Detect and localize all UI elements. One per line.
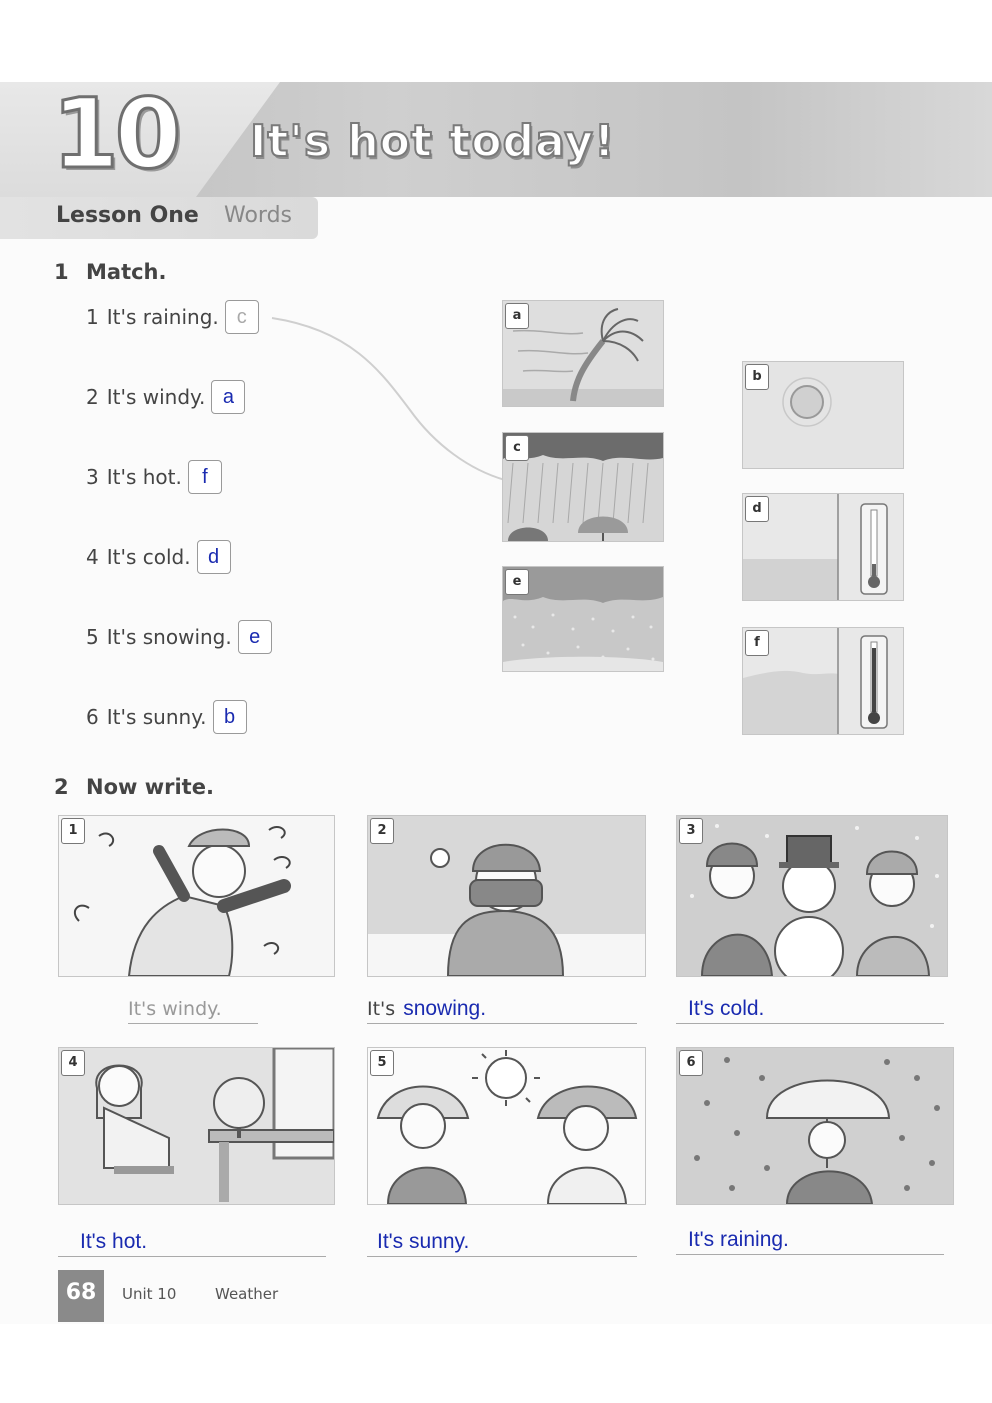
answer-line-1[interactable] [128,997,258,1024]
rain-umbrella-child-illustration [677,1048,953,1204]
windy-boy-illustration [59,816,334,976]
lesson-name: Lesson One [56,203,199,228]
exercise-1-instruction: Match. [86,260,167,284]
picture-label: a [505,303,529,329]
snowy-child-illustration [368,816,645,976]
footer-topic: Weather [215,1285,279,1303]
footer-unit: Unit 10 [122,1285,177,1303]
match-item-number: 1 [86,305,99,329]
match-item-4 [86,540,231,574]
answer-box[interactable]: e [238,620,272,654]
match-item-text: It's cold. [106,545,191,569]
picture-label: 4 [61,1050,85,1076]
answer-line-2[interactable] [367,997,637,1024]
exercise-1-heading [54,260,166,284]
lesson-type: Words [224,203,293,228]
write-picture-5-sunny [367,1047,646,1205]
answer-line-4[interactable] [58,1230,326,1257]
answer-text: snowing. [403,997,487,1020]
answer-text: It's raining. [688,1228,789,1251]
unit-title: It's hot today! [250,116,616,167]
write-picture-4-hot [58,1047,335,1205]
picture-d-cold [742,493,904,601]
answer-box[interactable]: f [188,460,222,494]
answer-text: It's windy. [128,998,222,1020]
match-item-text: It's snowing. [106,625,232,649]
answer-box[interactable]: a [211,380,245,414]
match-item-text: It's sunny. [106,705,207,729]
match-item-text: It's raining. [106,305,219,329]
picture-label: 5 [370,1050,394,1076]
cold-kids-snowman-illustration [677,816,947,976]
match-item-text: It's hot. [106,465,182,489]
picture-c-raining [502,432,664,542]
match-item-5 [86,620,272,654]
picture-a-windy [502,300,664,407]
picture-label: b [745,364,769,390]
exercise-2-heading [54,775,214,799]
answer-box[interactable]: c [225,300,259,334]
picture-label: 1 [61,818,85,844]
match-item-6 [86,700,247,734]
sunny-kids-illustration [368,1048,645,1204]
write-picture-1-windy [58,815,335,977]
example-match-line [270,310,510,485]
exercise-1-number: 1 [54,260,69,284]
picture-label: c [505,435,529,461]
answer-box[interactable]: b [213,700,247,734]
answer-text: It's hot. [80,1230,148,1253]
answer-prefix: It's [367,998,396,1020]
picture-b-sunny [742,361,904,469]
answer-box[interactable]: d [197,540,231,574]
answer-line-3[interactable] [676,997,944,1024]
answer-line-6[interactable] [676,1228,944,1255]
picture-label: d [745,496,769,522]
picture-label: f [745,630,769,656]
match-item-1 [86,300,259,334]
picture-f-hot [742,627,904,735]
write-picture-3-cold [676,815,948,977]
write-picture-6-raining [676,1047,954,1205]
write-picture-2-snowing [367,815,646,977]
match-item-2 [86,380,245,414]
unit-number: 10 [52,78,178,190]
answer-text: It's cold. [688,997,765,1020]
match-item-number: 4 [86,545,99,569]
picture-label: 6 [679,1050,703,1076]
match-item-number: 6 [86,705,99,729]
exercise-2-number: 2 [54,775,69,799]
picture-label: 3 [679,818,703,844]
picture-label: e [505,569,529,595]
match-item-number: 2 [86,385,99,409]
page-number: 68 [58,1270,104,1322]
picture-label: 2 [370,818,394,844]
answer-line-5[interactable] [367,1230,637,1257]
match-item-number: 3 [86,465,99,489]
picture-e-snowing [502,566,664,672]
exercise-2-instruction: Now write. [86,775,214,799]
match-item-number: 5 [86,625,99,649]
answer-text: It's sunny. [377,1230,470,1253]
hot-girl-fan-illustration [59,1048,334,1204]
match-item-3 [86,460,222,494]
match-item-text: It's windy. [106,385,206,409]
